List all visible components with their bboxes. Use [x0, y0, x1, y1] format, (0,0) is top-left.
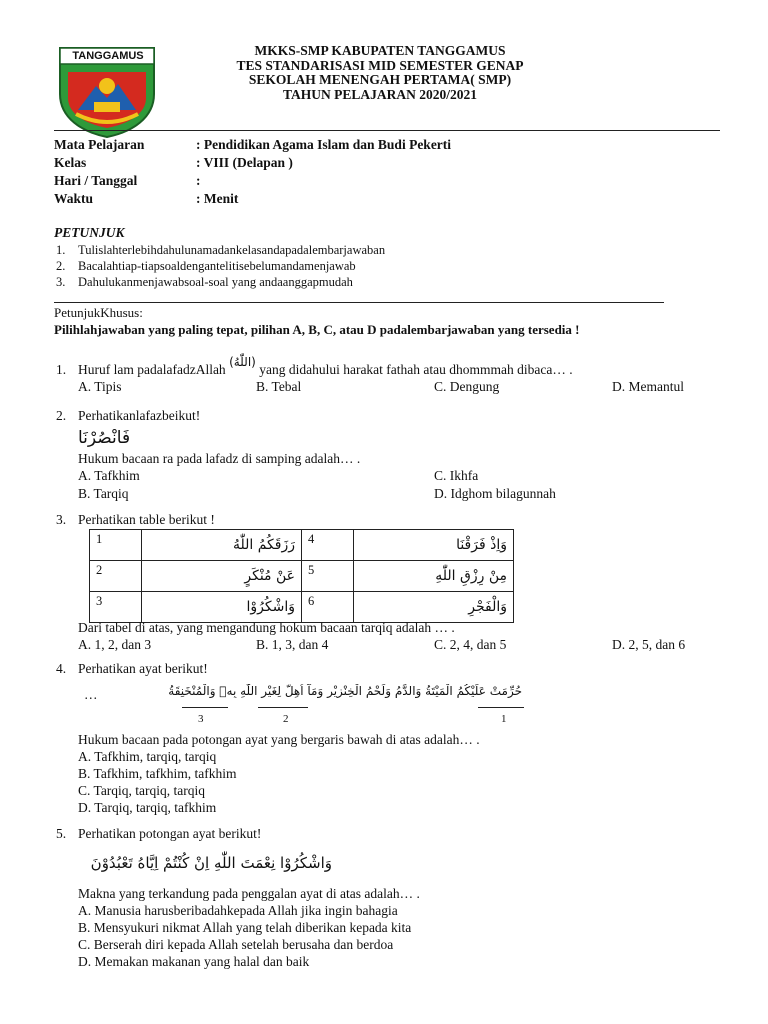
- q3-table: [89, 529, 514, 623]
- meta-label-subject: Mata Pelajaran: [54, 137, 145, 152]
- meta-value-class: : VIII (Delapan ): [196, 155, 293, 170]
- question-text: Perhatikan ayat berikut!: [78, 661, 208, 676]
- q2-option-d[interactable]: D. Idghom bilagunnah: [434, 486, 556, 501]
- logo-text: TANGGAMUS: [72, 50, 144, 62]
- q3-option-c[interactable]: C. 2, 4, dan 5: [434, 637, 507, 652]
- table-cell-number: 5: [302, 561, 354, 592]
- q3-option-d[interactable]: D. 2, 5, dan 6: [612, 637, 686, 652]
- q1-option-d[interactable]: D. Memantul: [612, 379, 684, 394]
- school-logo: [56, 42, 158, 138]
- table-cell-number: 4: [302, 530, 354, 561]
- q5-option-c[interactable]: C. Berserah diri kepada Allah setelah berusaha dan berdoa: [78, 937, 394, 952]
- arabic-allah: (اللّٰهُ): [229, 355, 256, 369]
- mark-number: 1: [501, 713, 507, 725]
- question-number: 1.: [56, 362, 67, 377]
- table-cell-arabic: وَالْفَجْرِ: [354, 592, 514, 623]
- table-row: [90, 561, 514, 592]
- table-cell-arabic: رَزَقَكُمُ اللّٰهُ: [142, 530, 302, 561]
- q5-arabic: وَاشْكُرُوْا نِعْمَتَ اللّٰهِ اِنْ كُنْتُمْ اِيَّاهُ تَعْبُدُوْنَ: [90, 854, 332, 872]
- question-number: 3.: [56, 512, 67, 527]
- instruction-text: Tulislahterlebihdahulunamadankelasandapadalembarjawaban: [78, 243, 386, 257]
- question-4: [56, 661, 208, 677]
- question-number: 5.: [56, 826, 67, 841]
- instruction-item: 3. Dahulukanmenjawabsoal-soal yang andaanggapmudah: [56, 275, 353, 289]
- q3-option-a[interactable]: A. 1, 2, dan 3: [78, 637, 152, 652]
- table-cell-number: 3: [90, 592, 142, 623]
- q2-option-b[interactable]: B. Tarqiq: [78, 486, 129, 501]
- table-cell-number: 1: [90, 530, 142, 561]
- instruction-text: Dahulukanmenjawabsoal-soal yang andaanggapmudah: [78, 275, 353, 289]
- instruction-text: Bacalahtiap-tiapsoaldengantelitisebelumandamenjawab: [78, 259, 356, 273]
- underline-mark: [478, 707, 524, 708]
- table-cell-arabic: عَنْ مُنْكَرٍ: [142, 561, 302, 592]
- question-5: [56, 826, 261, 842]
- special-instructions-title: PetunjukKhusus:: [54, 305, 143, 320]
- q4-option-b[interactable]: B. Tafkhim, tafkhim, tafkhim: [78, 766, 237, 781]
- q1-option-a[interactable]: A. Tipis: [78, 379, 122, 394]
- q3-option-b[interactable]: B. 1, 3, dan 4: [256, 637, 329, 652]
- table-row: [90, 592, 514, 623]
- q3-stem: Dari tabel di atas, yang mengandung hokum bacaan tarqiq adalah … .: [78, 620, 455, 635]
- meta-value-date: :: [196, 173, 201, 188]
- exam-header: [150, 44, 610, 102]
- question-2: [56, 408, 200, 424]
- special-instructions-text: Pilihlahjawaban yang paling tepat, pilihan A, B, C, atau D padalembarjawaban yang tersedia !: [54, 322, 580, 337]
- q4-ellipsis: …: [84, 687, 98, 702]
- q4-option-c[interactable]: C. Tarqiq, tarqiq, tarqiq: [78, 783, 206, 798]
- meta-label-time: Waktu: [54, 191, 94, 206]
- q5-stem: Makna yang terkandung pada penggalan ayat di atas adalah… .: [78, 886, 420, 901]
- question-text: Perhatikan potongan ayat berikut!: [78, 826, 262, 841]
- instructions-title: PETUNJUK: [54, 225, 125, 240]
- q5-option-b[interactable]: B. Mensyukuri nikmat Allah yang telah diberikan kepada kita: [78, 920, 412, 935]
- question-text: Huruf lam padalafadzAllah: [78, 362, 226, 377]
- meta-label-class: Kelas: [54, 155, 87, 170]
- header-divider: [54, 130, 720, 131]
- instruction-item: 1. Tulislahterlebihdahulunamadankelasandapadalembarjawaban: [56, 243, 386, 257]
- meta-value-subject: : Pendidikan Agama Islam dan Budi Pekerti: [196, 137, 452, 152]
- table-row: [90, 530, 514, 561]
- q5-option-d[interactable]: D. Memakan makanan yang halal dan baik: [78, 954, 310, 969]
- question-3: [56, 512, 215, 528]
- q4-stem: Hukum bacaan pada potongan ayat yang bergaris bawah di atas adalah… .: [78, 732, 480, 747]
- q4-option-a[interactable]: A. Tafkhim, tarqiq, tarqiq: [78, 749, 217, 764]
- table-cell-number: 2: [90, 561, 142, 592]
- question-number: 4.: [56, 661, 67, 676]
- meta-label-date: Hari / Tanggal: [54, 173, 138, 188]
- table-cell-arabic: وَاشْكُرُوْا: [142, 592, 302, 623]
- underline-mark: [182, 707, 228, 708]
- header-line-3: SEKOLAH MENENGAH PERTAMA( SMP): [248, 72, 512, 88]
- q2-option-a[interactable]: A. Tafkhim: [78, 468, 140, 483]
- q2-arabic: فَانْصُرْنَا: [78, 428, 131, 448]
- table-cell-arabic: وَاِذْ فَرَقْنَا: [354, 530, 514, 561]
- q4-arabic: حُرِّمَتْ عَلَيْكُمُ الْمَيْتَةُ وَالدَّمُ وَلَحْمُ الْخِنْزِيْرِ وَمَآ اُهِلَّ لِغَيْرِ اللّٰهِ بِهٖ وَالْمُنْخَنِقَةُ: [168, 684, 522, 698]
- meta-value-time: : Menit: [196, 191, 239, 206]
- q1-option-c[interactable]: C. Dengung: [434, 379, 500, 394]
- header-line-1: MKKS-SMP KABUPATEN TANGGAMUS: [254, 43, 506, 58]
- table-cell-arabic: مِنْ رِزْقِ اللّٰهِ: [354, 561, 514, 592]
- q5-option-a[interactable]: A. Manusia harusberibadahkepada Allah jika ingin bahagia: [78, 903, 398, 918]
- instructions-divider: [54, 302, 664, 303]
- q2-option-c[interactable]: C. Ikhfa: [434, 468, 479, 483]
- instruction-item: 2. Bacalahtiap-tiapsoaldengantelitisebelumandamenjawab: [56, 259, 356, 273]
- mark-number: 2: [283, 713, 289, 725]
- question-text: Perhatikan table berikut !: [78, 512, 215, 527]
- header-line-2: TES STANDARISASI MID SEMESTER GENAP: [236, 57, 524, 73]
- q1-option-b[interactable]: B. Tebal: [256, 379, 302, 394]
- question-text: Perhatikanlafazbeikut!: [78, 408, 201, 423]
- q2-stem: Hukum bacaan ra pada lafadz di samping adalah… .: [78, 451, 361, 466]
- mark-number: 3: [198, 713, 204, 725]
- underline-mark: [258, 707, 308, 708]
- q4-option-d[interactable]: D. Tarqiq, tarqiq, tafkhim: [78, 800, 217, 815]
- table-cell-number: 6: [302, 592, 354, 623]
- question-1: [56, 355, 573, 378]
- question-number: 2.: [56, 408, 67, 423]
- header-line-4: TAHUN PELAJARAN 2020/2021: [282, 86, 477, 102]
- question-text-cont: yang didahului harakat fathah atau dhommmah dibaca… .: [259, 362, 573, 377]
